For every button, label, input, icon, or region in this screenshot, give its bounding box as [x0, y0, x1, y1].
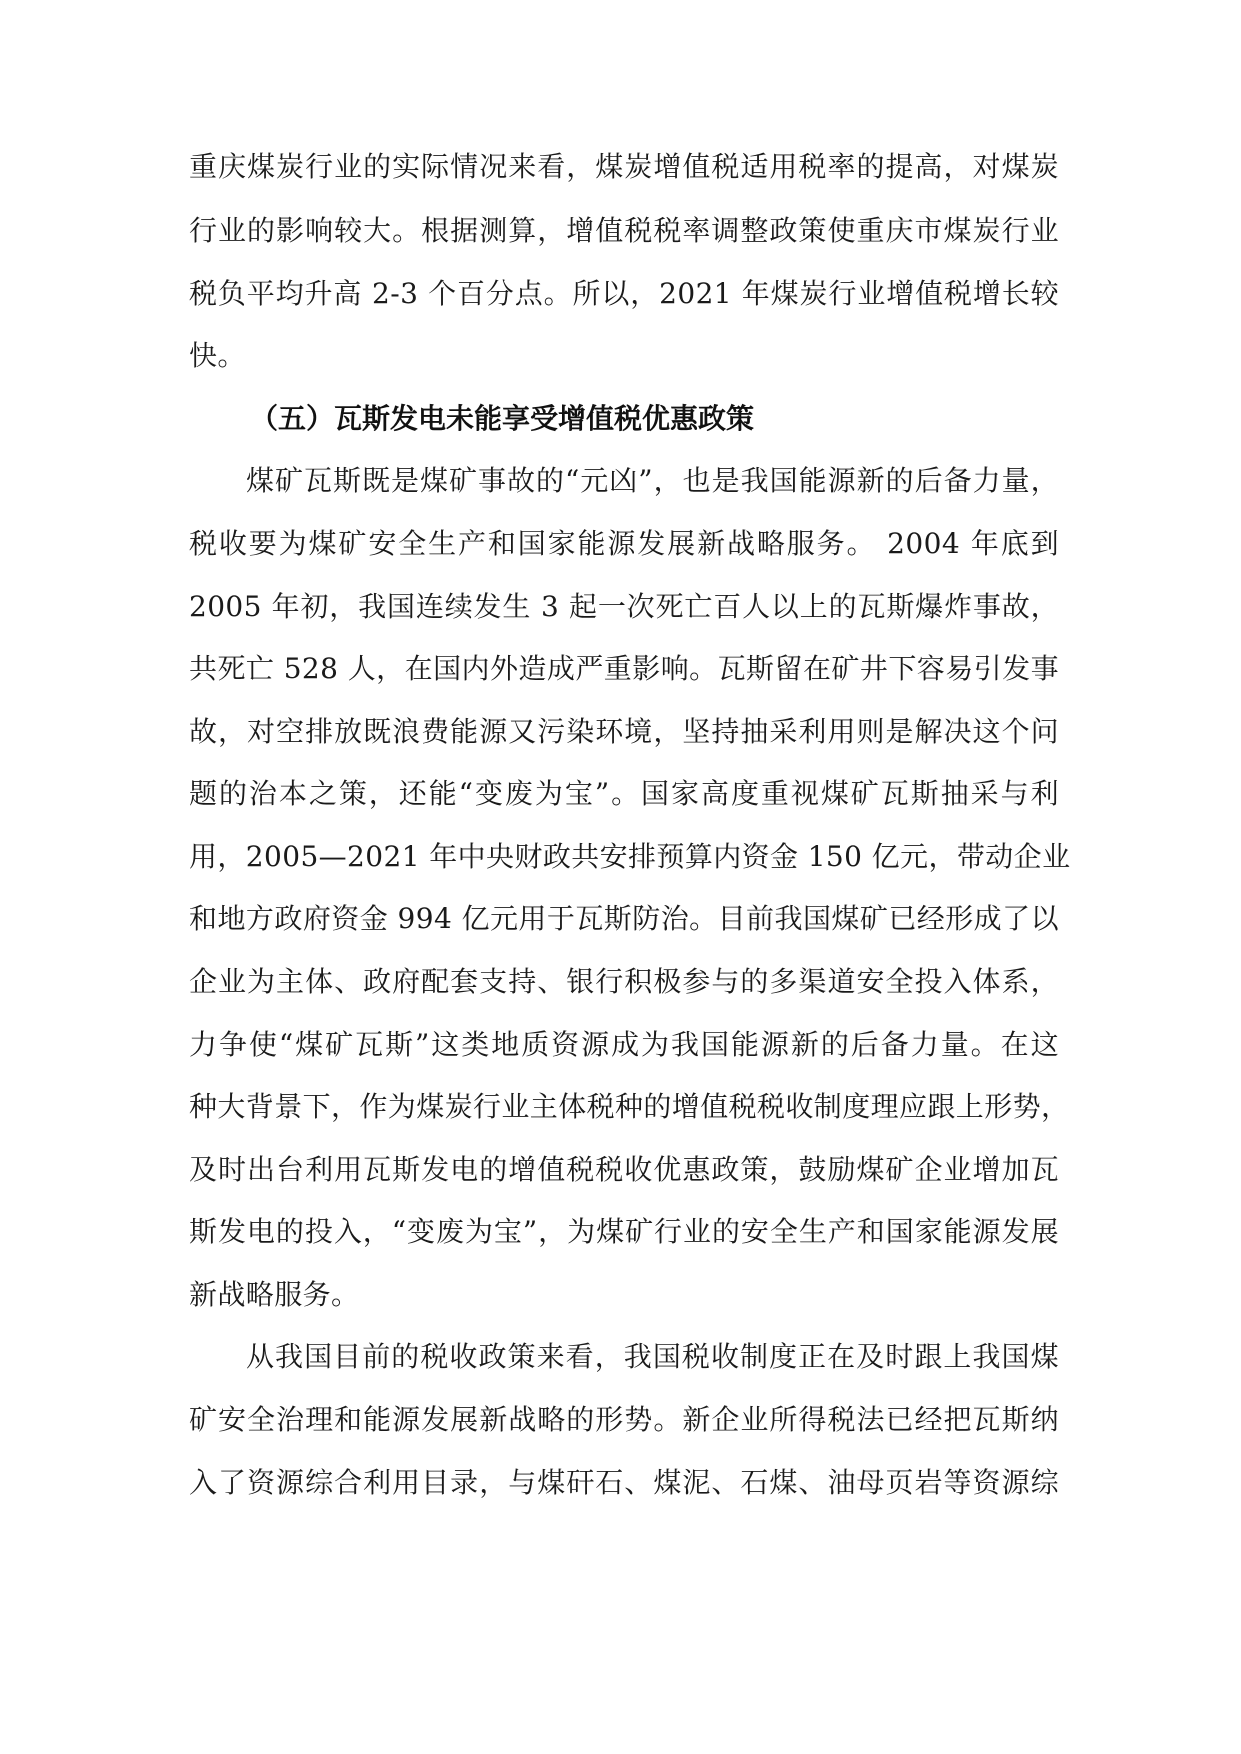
text-line: 重庆煤炭行业的实际情况来看，煤炭增值税适用税率的提高，对煤炭 — [189, 150, 1059, 183]
text-line: 矿安全治理和能源发展新战略的形势。新企业所得税法已经把瓦斯纳 — [189, 1403, 1059, 1436]
text-line: 快。 — [189, 339, 246, 373]
text-line: 新战略服务。 — [189, 1277, 360, 1311]
text-line: 种大背景下，作为煤炭行业主体税种的增值税税收制度理应跟上形势， — [189, 1090, 1070, 1124]
text-line: 从我国目前的税收政策来看，我国税收制度正在及时跟上我国煤 — [246, 1340, 1059, 1374]
text-line: 及时出台利用瓦斯发电的增值税税收优惠政策，鼓励煤矿企业增加瓦 — [189, 1152, 1059, 1186]
text-line: 题的治本之策，还能“变废为宝”。国家高度重视煤矿瓦斯抽采与利 — [189, 777, 1059, 811]
section-heading: （五）瓦斯发电未能享受增值税优惠政策 — [250, 401, 755, 435]
text-line: 税收要为煤矿安全生产和国家能源发展新战略服务。 2004 年底到 — [189, 527, 1059, 561]
text-line: 用，2005—2021 年中央财政共安排预算内资金 150 亿元，带动企业 — [189, 839, 1071, 873]
text-line: 入了资源综合利用目录，与煤矸石、煤泥、石煤、油母页岩等资源综 — [189, 1465, 1059, 1499]
text-line: 行业的影响较大。根据测算，增值税税率调整政策使重庆市煤炭行业 — [189, 214, 1059, 248]
text-line: 共死亡 528 人，在国内外造成严重影响。瓦斯留在矿井下容易引发事 — [189, 652, 1059, 686]
text-line: 斯发电的投入，“变废为宝”，为煤矿行业的安全生产和国家能源发展 — [189, 1215, 1059, 1249]
text-line: 2005 年初，我国连续发生 3 起一次死亡百人以上的瓦斯爆炸事故， — [189, 589, 1059, 623]
text-line: 力争使“煤矿瓦斯”这类地质资源成为我国能源新的后备力量。在这 — [189, 1027, 1059, 1061]
text-line: 故，对空排放既浪费能源又污染环境，坚持抽采利用则是解决这个问 — [189, 714, 1059, 748]
text-line: 煤矿瓦斯既是煤矿事故的“元凶”，也是我国能源新的后备力量， — [246, 464, 1059, 498]
text-line: 企业为主体、政府配套支持、银行积极参与的多渠道安全投入体系， — [189, 965, 1059, 999]
text-line: 税负平均升高 2-3 个百分点。所以，2021 年煤炭行业增值税增长较 — [189, 276, 1059, 310]
text-line: 和地方政府资金 994 亿元用于瓦斯防治。目前我国煤矿已经形成了以 — [189, 902, 1059, 936]
